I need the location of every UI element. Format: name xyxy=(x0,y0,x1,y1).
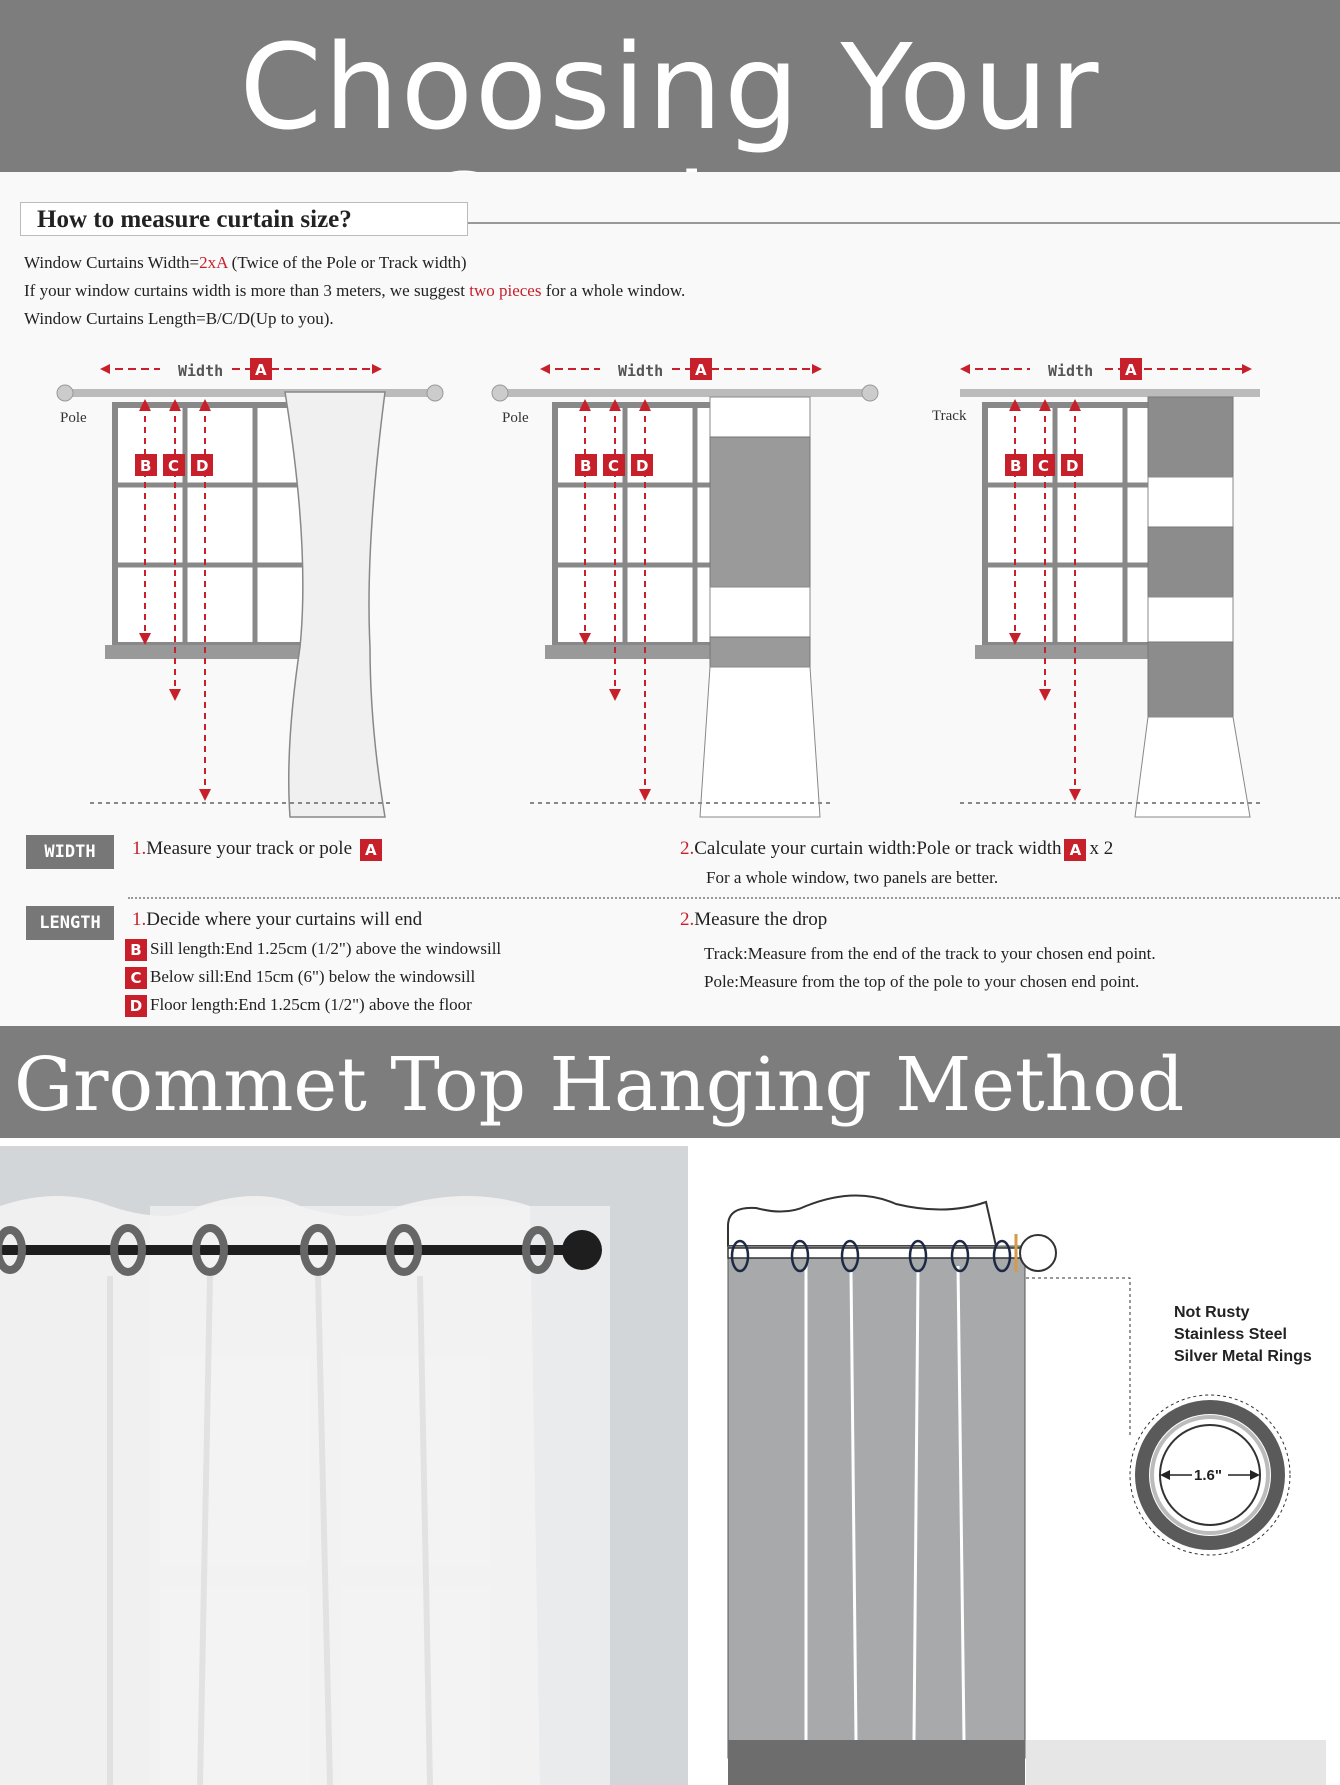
track xyxy=(960,389,1260,397)
ring-description: Not Rusty Stainless Steel Silver Metal Rings xyxy=(1174,1304,1312,1365)
track-note: Track:Measure from the end of the track to your chosen end point. xyxy=(704,944,1156,963)
width-label: Width xyxy=(1048,362,1094,380)
width-step-2: 2.Calculate your curtain width:Pole or track width A x 2 xyxy=(680,838,1114,859)
length-tag: LENGTH xyxy=(26,906,114,940)
bcd-badges xyxy=(135,454,213,476)
intro-line-1: Window Curtains Width=2xA (Twice of the Pole or Track width) xyxy=(24,253,467,272)
length-option-c: C Below sill:End 15cm (6") below the windowsill xyxy=(122,965,475,989)
a-badge: A xyxy=(1125,361,1137,379)
length-option-d: D Floor length:End 1.25cm (1/2") above the floor xyxy=(122,993,472,1017)
svg-text:D: D xyxy=(636,457,649,475)
pole-note: Pole:Measure from the top of the pole to your chosen end point. xyxy=(704,972,1140,991)
length-step-1: 1.Decide where your curtains will end xyxy=(132,909,423,930)
diagram-track-patterned xyxy=(920,347,1320,837)
svg-text:D: D xyxy=(196,457,209,475)
width-tag: WIDTH xyxy=(26,835,114,869)
width-label: Width xyxy=(178,362,224,380)
svg-text:B: B xyxy=(140,457,152,475)
diagram-pole-striped xyxy=(490,347,890,837)
bcd-badges xyxy=(1005,454,1083,476)
section-divider xyxy=(128,897,1340,899)
page-title: Choosing Your xyxy=(239,18,1101,156)
intro-line-3: Window Curtains Length=B/C/D(Up to you). xyxy=(24,309,334,328)
grommet-curtain-photo xyxy=(0,1146,688,1785)
heading-rule xyxy=(468,222,1340,224)
width-step-1: 1.Measure your track or pole A xyxy=(132,837,385,861)
pole xyxy=(500,389,870,397)
length-step-2: 2.Measure the drop xyxy=(680,909,828,930)
mount-label: Track xyxy=(932,408,967,424)
mount-label: Pole xyxy=(502,410,529,426)
grommet-title: Grommet Top Hanging Method xyxy=(14,1042,1185,1128)
curtain-panel xyxy=(728,1246,1025,1758)
svg-text:C: C xyxy=(168,457,180,475)
curtain xyxy=(1135,397,1250,817)
measure-guide xyxy=(0,172,1340,1026)
intro-line-2: If your window curtains width is more than 3 meters, we suggest two pieces for a whole window. xyxy=(24,281,686,300)
bcd-badges xyxy=(575,454,653,476)
length-option-b: B Sill length:End 1.25cm (1/2") above the windowsill xyxy=(122,937,501,961)
width-arrow xyxy=(540,357,822,381)
top-banner xyxy=(0,0,1340,172)
svg-text:C: C xyxy=(1038,457,1050,475)
svg-text:C: C xyxy=(608,457,620,475)
a-badge: A xyxy=(255,361,267,379)
svg-text:B: B xyxy=(580,457,592,475)
metal-ring xyxy=(1130,1395,1290,1555)
curtain xyxy=(700,397,820,817)
width-arrow xyxy=(100,357,382,381)
grommet-banner xyxy=(0,1026,1340,1138)
width-note: For a whole window, two panels are better. xyxy=(706,868,999,887)
rod-finial xyxy=(562,1230,602,1270)
how-to-heading: How to measure curtain size? xyxy=(20,202,468,236)
svg-text:D: D xyxy=(1066,457,1079,475)
ring-size-label: 1.6" xyxy=(1194,1467,1222,1484)
width-arrow xyxy=(960,357,1252,381)
width-label: Width xyxy=(618,362,664,380)
mount-label: Pole xyxy=(60,410,87,426)
grommet-diagram xyxy=(696,1146,1340,1785)
svg-text:B: B xyxy=(1010,457,1022,475)
diagram-pole-sheer xyxy=(50,347,450,837)
curtain-rod xyxy=(728,1248,1028,1258)
a-badge: A xyxy=(695,361,707,379)
